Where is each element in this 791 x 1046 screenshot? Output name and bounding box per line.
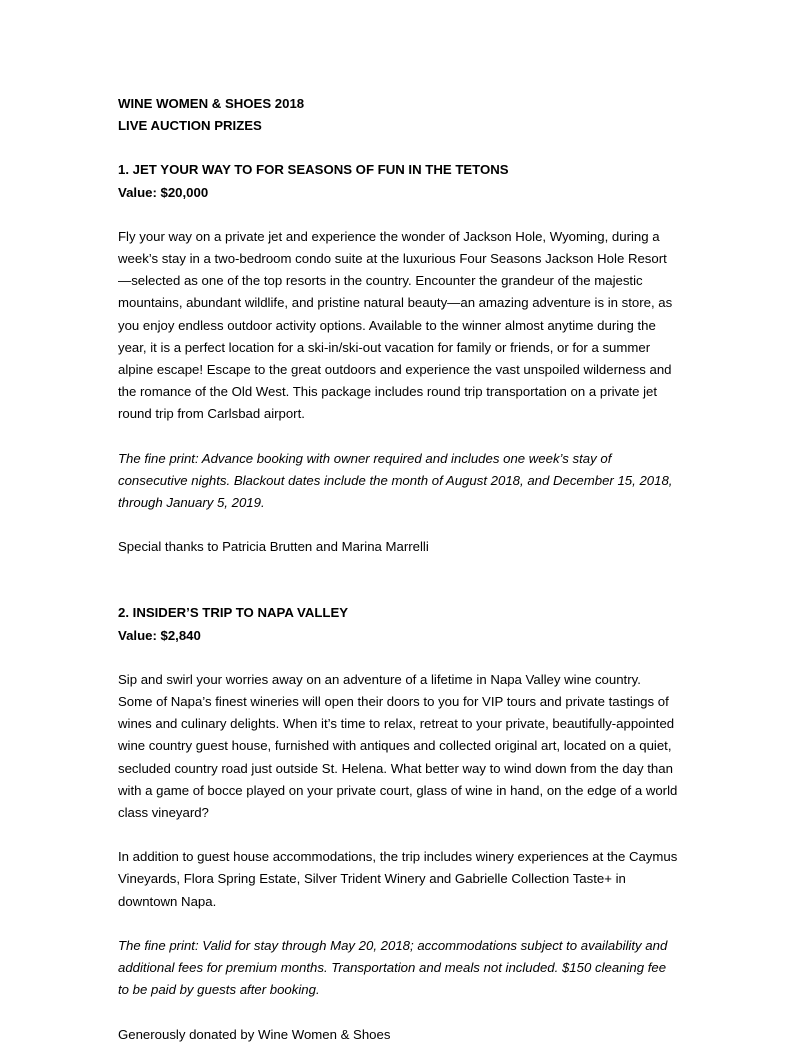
document-title: WINE WOMEN & SHOES 2018: [118, 96, 305, 111]
spacer: [118, 1002, 678, 1024]
prize-credit: Generously donated by Wine Women & Shoes: [118, 1026, 391, 1042]
prize-value: Value: $20,000: [118, 184, 209, 200]
spacer: [118, 204, 678, 226]
prize-description: Sip and swirl your worries away on an adventure of a lifetime in Napa Valley wine country. Some of Napa’s finest wineries will open their doors to you for VIP tours and private tastings of wines and culinary delights. When it’s time to relax, retreat to your private, beautifully-appointed wine country guest house, furnished with antiques and collected original art, located on a quiet, secluded country road just outside St. Helena. What better way to wind down from the day than with a game of bocce played on your private court, glass of wine in hand, on the edge of a world class vineyard?: [118, 671, 678, 821]
spacer: [118, 558, 678, 602]
prize-heading: 1. JET YOUR WAY TO FOR SEASONS OF FUN IN THE TETONS: [118, 162, 509, 178]
spacer: [118, 913, 678, 935]
prize-credit: Special thanks to Patricia Brutten and Marina Marrelli: [118, 539, 429, 555]
spacer: [118, 647, 678, 669]
document-subtitle: LIVE AUCTION PRIZES: [118, 118, 262, 134]
spacer: [118, 514, 678, 536]
prize-section-1: [118, 159, 678, 558]
spacer: [118, 426, 678, 448]
spacer: [118, 137, 678, 159]
prize-value: Value: $2,840: [118, 627, 201, 643]
prize-description: Fly your way on a private jet and experience the wonder of Jackson Hole, Wyoming, during a week’s stay in a two-bedroom condo suite at the luxurious Four Seasons Jackson Hole Resort—selected as one of the top resorts in the country. Encounter the grandeur of the majestic mountains, abundant wildlife, and pristine natural beauty—an amazing adventure is in store, as you enjoy endless outdoor activity options. Available to the winner almost anytime during the year, it is a perfect location for a ski-in/ski-out vacation for family or friends, or for a summer alpine escape! Escape to the great outdoors and experience the vast unspoiled wilderness and the romance of the Old West. This package includes round trip transportation on a private jet round trip from Carlsbad airport.: [118, 228, 673, 422]
prize-section-2: [118, 602, 678, 1045]
prize-description-additional: In addition to guest house accommodations, the trip includes winery experiences at the Caymus Vineyards, Flora Spring Estate, Silver Trident Winery and Gabrielle Collection Taste+ in downtown Napa.: [118, 849, 678, 909]
prize-fine-print: The fine print: Valid for stay through May 20, 2018; accommodations subject to availability and additional fees for premium months. Transportation and meals not included. $150 cleaning fee to be paid by guests after booking.: [118, 937, 668, 998]
spacer: [118, 824, 678, 846]
prize-fine-print: The fine print: Advance booking with owner required and includes one week’s stay of consecutive nights. Blackout dates include the month of August 2018, and December 15, 2018, through January 5, 2019.: [118, 450, 673, 511]
document-body: [118, 93, 678, 1046]
prize-heading: 2. INSIDER’S TRIP TO NAPA VALLEY: [118, 605, 349, 621]
